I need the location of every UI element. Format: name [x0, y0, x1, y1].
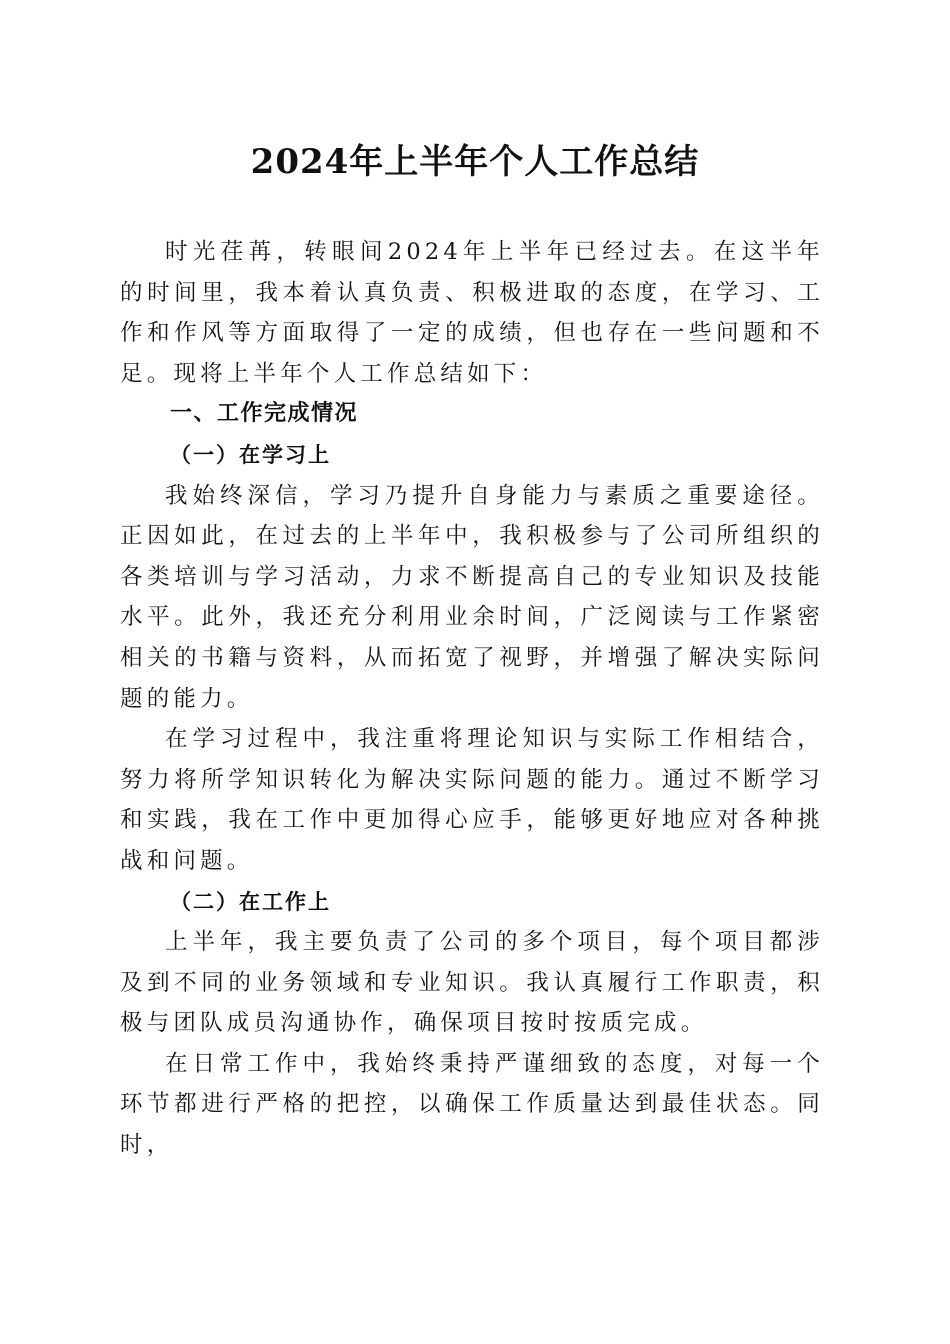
subsection-heading-work: （二）在工作上 — [170, 889, 331, 914]
intro-paragraph: 时光荏苒，转眼间2024年上半年已经过去。在这半年的时间里，我本着认真负责、积极进取的态度，在学习、工作和作风等方面取得了一定的成绩，但也存在一些问题和不足。现将上半年个人工作总结如下： — [120, 239, 824, 387]
section-heading-work-completion: 一、工作完成情况 — [170, 401, 359, 427]
study-paragraph-2: 在学习过程中，我注重将理论知识与实际工作相结合，努力将所学知识转化为解决实际问题的能力。通过不断学习和实践，我在工作中更加得心应手，能够更好地应对各种挑战和问题。 — [120, 726, 824, 874]
document-title: 2024年上半年个人工作总结 — [250, 142, 700, 182]
study-paragraph-1: 我始终深信，学习乃提升自身能力与素质之重要途径。正因如此，在过去的上半年中，我积极参与了公司所组织的各类培训与学习活动，力求不断提高自己的专业知识及技能水平。此外，我还充分利用业余时间，广泛阅读与工作紧密相关的书籍与资料，从而拓宽了视野，并增强了解决实际问题的能力。 — [120, 482, 824, 712]
work-paragraph-1: 上半年，我主要负责了公司的多个项目，每个项目都涉及到不同的业务领域和专业知识。我认真履行工作职责，积极与团队成员沟通协作，确保项目按时按质完成。 — [120, 929, 824, 1037]
work-paragraph-2: 在日常工作中，我始终秉持严谨细致的态度，对每一个环节都进行严格的把控，以确保工作质量达到最佳状态。同时， — [120, 1050, 824, 1159]
subsection-heading-study: （一）在学习上 — [170, 442, 331, 467]
document-body — [120, 232, 824, 1166]
